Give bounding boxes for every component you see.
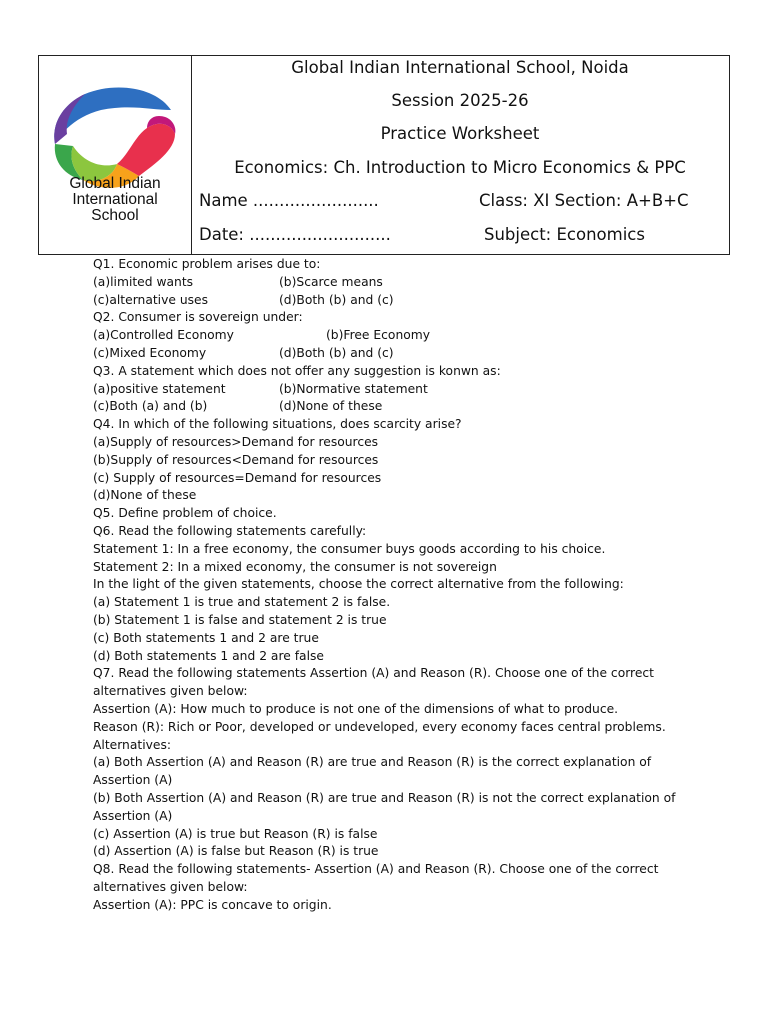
question-q5: Q5. Define problem of choice. <box>93 506 277 521</box>
question-q1: Q1. Economic problem arises due to: <box>93 257 321 271</box>
option: (b)Supply of resources<Demand for resources <box>93 452 379 467</box>
school-logo <box>39 56 192 254</box>
assertion-line: Assertion (A): PPC is concave to origin. <box>93 897 332 912</box>
option: (c) Both statements 1 and 2 are true <box>93 630 319 645</box>
option: (d)Both (b) and (c) <box>279 292 394 307</box>
option: (d)None of these <box>279 399 383 414</box>
question-q2: Q2. Consumer is sovereign under: <box>93 310 303 325</box>
subject: Subject: Economics <box>484 225 645 244</box>
option: (b)Normative statement <box>279 381 428 396</box>
statement-line: Statement 2: In a mixed economy, the consumer is not sovereign <box>93 559 497 574</box>
question-q8: Q8. Read the following statements- Assertion (A) and Reason (R). Choose one of the correct alternatives given below: <box>93 862 659 894</box>
chapter-title: Economics: Ch. Introduction to Micro Economics & PPC <box>234 158 686 177</box>
option: (a)Supply of resources>Demand for resources <box>93 434 379 449</box>
option: (d) Both statements 1 and 2 are false <box>93 648 324 663</box>
option: (d)Both (b) and (c) <box>279 345 394 360</box>
assertion-line: Assertion (A): How much to produce is not one of the dimensions of what to produce. <box>93 701 619 716</box>
logo-text-line: International <box>72 191 158 208</box>
option: (b)Free Economy <box>326 328 431 343</box>
option: (c) Assertion (A) is true but Reason (R) is false <box>93 826 378 841</box>
logo-text-line: Global Indian <box>69 175 161 192</box>
worksheet-body <box>93 256 703 914</box>
option: (d) Assertion (A) is false but Reason (R) is true <box>93 844 379 859</box>
question-q3: Q3. A statement which does not offer any suggestion is konwn as: <box>93 363 501 378</box>
reason-line: Reason (R): Rich or Poor, developed or undeveloped, every economy faces central problems. <box>93 719 666 734</box>
statement-line: In the light of the given statements, choose the correct alternative from the following: <box>93 577 624 592</box>
question-q4: Q4. In which of the following situations, does scarcity arise? <box>93 417 462 432</box>
name-field: Name ........................ <box>199 191 379 210</box>
option: (a)limited wants <box>93 274 194 289</box>
session: Session 2025-26 <box>391 91 529 110</box>
question-q7: Q7. Read the following statements Assertion (A) and Reason (R). Choose one of the correct alternatives given below: <box>93 666 654 699</box>
option: (a)Controlled Economy <box>93 328 234 343</box>
option: (a) Statement 1 is true and statement 2 is false. <box>93 595 391 610</box>
school-name: Global Indian International School, Noida <box>291 58 629 77</box>
logo-text-line: School <box>91 207 139 224</box>
option: (a)positive statement <box>93 381 226 396</box>
worksheet-title: Practice Worksheet <box>380 124 540 143</box>
option: (c)Both (a) and (b) <box>93 399 208 414</box>
statement-line: Statement 1: In a free economy, the consumer buys goods according to his choice. <box>93 541 606 556</box>
date-field: Date: ........................... <box>199 225 391 244</box>
option: (c)alternative uses <box>93 292 209 307</box>
question-q6: Q6. Read the following statements carefully: <box>93 523 367 538</box>
alternatives-label: Alternatives: <box>93 737 172 752</box>
option: (d)None of these <box>93 488 197 503</box>
option: (c) Supply of resources=Demand for resources <box>93 470 382 485</box>
option: (b) Both Assertion (A) and Reason (R) are true and Reason (R) is not the correct explanation of Assertion (A) <box>93 790 676 823</box>
worksheet-header <box>38 55 730 255</box>
class-section: Class: XI Section: A+B+C <box>479 191 689 210</box>
option: (c)Mixed Economy <box>93 345 207 360</box>
option: (a) Both Assertion (A) and Reason (R) are true and Reason (R) is the correct explanation of Assertion (A) <box>93 755 652 788</box>
option: (b)Scarce means <box>279 274 383 289</box>
option: (b) Statement 1 is false and statement 2 is true <box>93 612 387 627</box>
